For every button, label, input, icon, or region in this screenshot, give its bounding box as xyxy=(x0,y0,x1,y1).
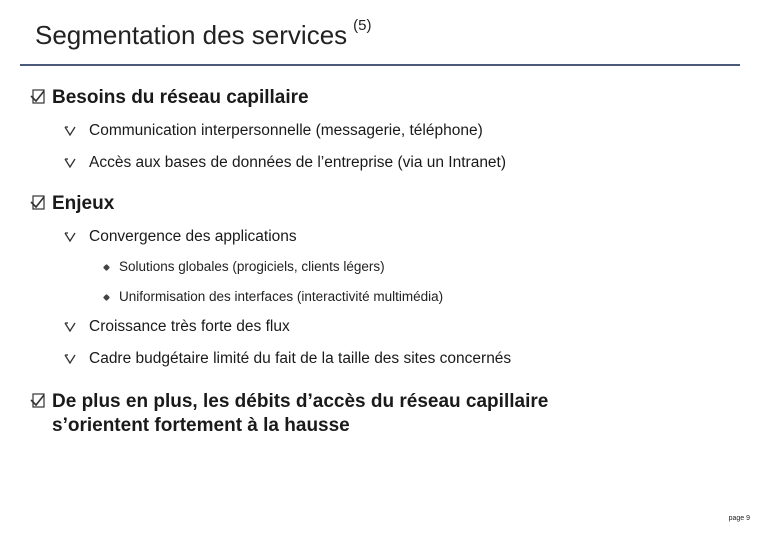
sub-bullet-label: Communication interpersonnelle (messagerie, téléphone) xyxy=(89,122,483,139)
check-mark-icon xyxy=(64,125,76,137)
title-superscript: (5) xyxy=(353,17,372,35)
checkbox-bullet-icon xyxy=(30,195,46,211)
checkbox-bullet-icon xyxy=(30,393,46,409)
check-mark-icon xyxy=(64,353,76,365)
section-label-line-1: De plus en plus, les débits d’accès du réseau capillaire xyxy=(52,391,549,412)
third-level-label: Uniformisation des interfaces (interactivité multimédia) xyxy=(119,289,444,304)
page-number: page 9 xyxy=(728,515,750,522)
section-label: Enjeux xyxy=(52,193,115,214)
sub-bullet-label: Croissance très forte des flux xyxy=(89,318,290,335)
check-mark-icon xyxy=(64,321,76,333)
checkbox-bullet-icon xyxy=(30,89,46,105)
sub-bullet-label: Accès aux bases de données de l’entreprise (via un Intranet) xyxy=(89,154,507,171)
title-divider xyxy=(20,64,740,66)
sub-bullet-label: Convergence des applications xyxy=(89,228,297,245)
check-mark-icon xyxy=(64,157,76,169)
section-label-line-2: s’orientent fortement à la hausse xyxy=(52,415,350,436)
slide-title xyxy=(35,17,372,51)
diamond-bullet-icon xyxy=(103,294,110,301)
title-text: Segmentation des services xyxy=(35,20,348,50)
section-label: Besoins du réseau capillaire xyxy=(52,87,309,108)
third-level-label: Solutions globales (progiciels, clients légers) xyxy=(119,259,385,274)
diamond-bullet-icon xyxy=(103,264,110,271)
sub-bullet-label: Cadre budgétaire limité du fait de la taille des sites concernés xyxy=(89,350,512,367)
check-mark-icon xyxy=(64,231,76,243)
